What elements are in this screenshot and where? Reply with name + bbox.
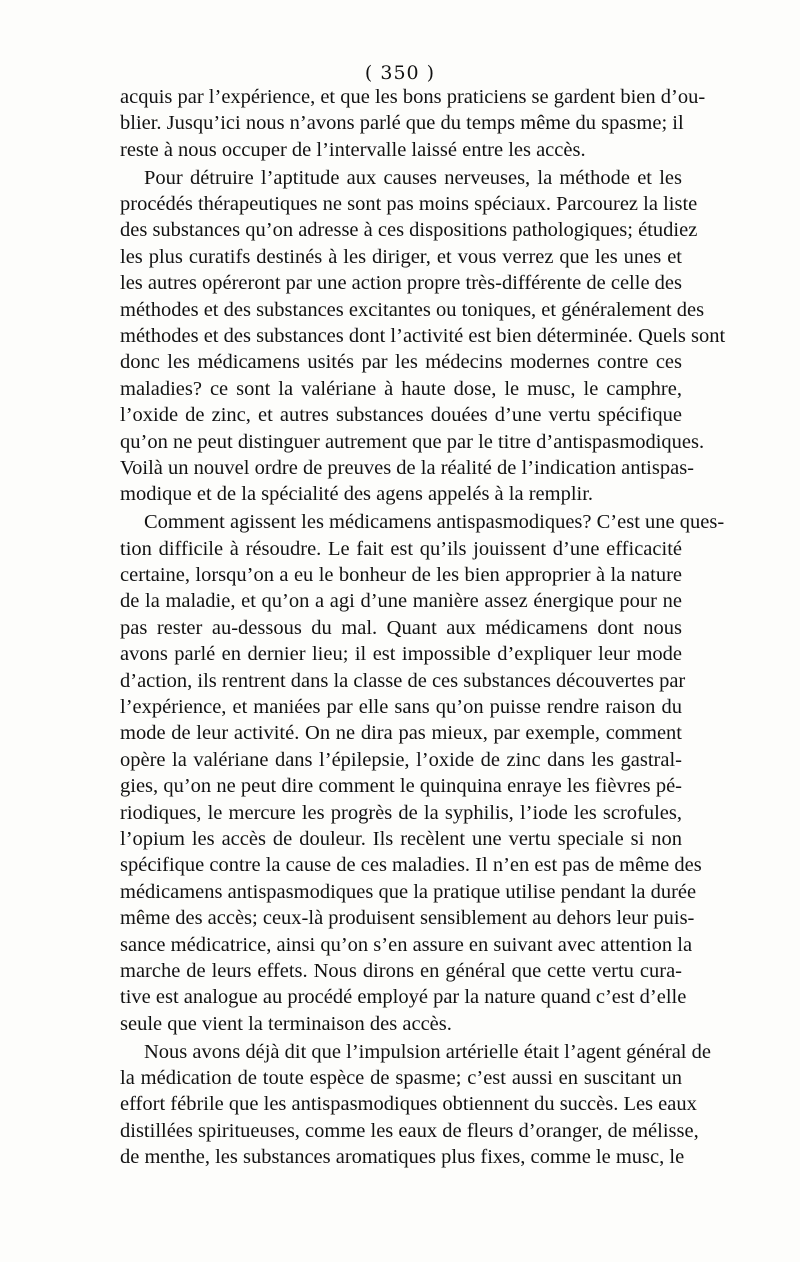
text-line: médicamens antispasmodiques que la pratique utilise pendant la durée	[120, 880, 697, 903]
text-line: certaine, lorsqu’on a eu le bonheur de les bien approprier à la nature	[120, 564, 682, 587]
text-line: la médication de toute espèce de spasme; c’est aussi en suscitant un	[120, 1066, 682, 1089]
text-line: avons parlé en dernier lieu; il est impossible d’expliquer leur mode	[120, 643, 682, 666]
text-line: gies, qu’on ne peut dire comment le quinquina enraye les fièvres pé-	[120, 775, 682, 798]
text-line: procédés thérapeutiques ne sont pas moins spéciaux. Parcourez la liste	[120, 193, 698, 216]
text-line: de la maladie, et qu’on a agi d’une manière assez énergique pour ne	[120, 590, 682, 613]
text-line: même des accès; ceux-là produisent sensiblement au dehors leur puis-	[120, 907, 695, 930]
text-line: modique et de la spécialité des agens appelés à la remplir.	[120, 483, 594, 506]
text-line: les plus curatifs destinés à les diriger, et vous verrez que les unes et	[120, 245, 682, 268]
paragraph	[120, 165, 726, 508]
text-line: donc les médicamens usités par les médecins modernes contre ces	[120, 351, 682, 374]
paragraph	[120, 1039, 711, 1171]
text-line: de menthe, les substances aromatiques plus fixes, comme le musc, le	[120, 1146, 685, 1169]
text-line: maladies? ce sont la valériane à haute dose, le musc, le camphre,	[120, 377, 682, 400]
text-line: riodiques, le mercure les progrès de la syphilis, l’iode les scrofules,	[120, 801, 682, 824]
text-line: Nous avons déjà dit que l’impulsion artérielle était l’agent général de	[144, 1040, 711, 1063]
body-text	[120, 84, 726, 1172]
page-number: ( 350 )	[364, 62, 436, 84]
paragraph	[120, 84, 706, 163]
text-line: marche de leurs effets. Nous dirons en général que cette vertu cura-	[120, 959, 682, 982]
text-line: Pour détruire l’aptitude aux causes nerveuses, la méthode et les	[144, 166, 682, 189]
text-line: les autres opéreront par une action propre très-différente de celle des	[120, 272, 682, 295]
text-line: reste à nous occuper de l’intervalle laissé entre les accès.	[120, 138, 586, 161]
text-line: tive est analogue au procédé employé par la nature quand c’est d’elle	[120, 986, 687, 1009]
text-line: distillées spiritueuses, comme les eaux de fleurs d’oranger, de mélisse,	[120, 1119, 699, 1142]
text-line: l’oxide de zinc, et autres substances douées d’une vertu spécifique	[120, 404, 682, 427]
text-line: sance médicatrice, ainsi qu’on s’en assure en suivant avec attention la	[120, 933, 693, 956]
text-line: qu’on ne peut distinguer autrement que par le titre d’antispasmodiques.	[120, 430, 705, 453]
text-line: des substances qu’on adresse à ces dispositions pathologiques; étudiez	[120, 219, 698, 242]
text-line: l’opium les accès de douleur. Ils recèlent une vertu speciale si non	[120, 827, 682, 850]
text-line: seule que vient la terminaison des accès.	[120, 1012, 452, 1035]
text-line: Voilà un nouvel ordre de preuves de la réalité de l’indication antispas-	[120, 456, 694, 479]
text-line: tion difficile à résoudre. Le fait est qu’ils jouissent d’une efficacité	[120, 537, 682, 560]
text-line: l’expérience, et maniées par elle sans qu’on puisse rendre raison du	[120, 695, 682, 718]
text-line: méthodes et des substances excitantes ou toniques, et généralement des	[120, 298, 705, 321]
text-line: mode de leur activité. On ne dira pas mieux, par exemple, comment	[120, 722, 682, 745]
text-line: Comment agissent les médicamens antispasmodiques? C’est une ques-	[144, 511, 725, 534]
paragraph	[120, 509, 725, 1037]
text-line: blier. Jusqu’ici nous n’avons parlé que du temps même du spasme; il	[120, 112, 684, 135]
text-line: méthodes et des substances dont l’activité est bien déterminée. Quels sont	[120, 325, 726, 348]
text-line: spécifique contre la cause de ces maladies. Il n’en est pas de même des	[120, 854, 702, 877]
text-line: d’action, ils rentrent dans la classe de ces substances découvertes par	[120, 669, 686, 692]
text-line: acquis par l’expérience, et que les bons praticiens se gardent bien d’ou-	[120, 86, 706, 108]
text-line: effort fébrile que les antispasmodiques obtiennent du succès. Les eaux	[120, 1093, 697, 1116]
text-line: opère la valériane dans l’épilepsie, l’oxide de zinc dans les gastral-	[120, 748, 682, 771]
text-line: pas rester au-dessous du mal. Quant aux médicamens dont nous	[120, 616, 682, 639]
